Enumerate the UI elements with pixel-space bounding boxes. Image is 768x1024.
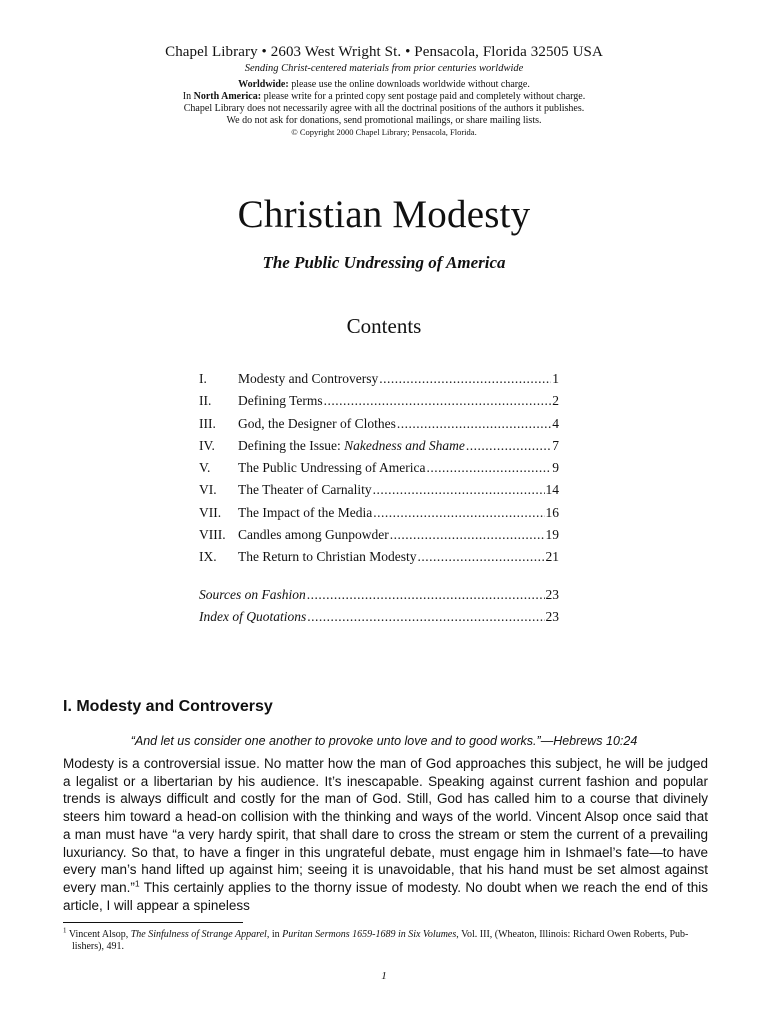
toc-entry-title-text: Modesty and Controversy	[238, 371, 379, 386]
publisher-address: Chapel Library • 2603 West Wright St. • Pensacola, Florida 32505 USA	[165, 44, 603, 60]
body-main-text: Modesty is a controversial issue. No matter how the man of God approaches this subject, he will be judged a legalist or a libertarian by his audience. It’s inescapable. Speaking against current fashion and popular trends is always difficult and costly for the man of God. Still, God has called him to a course that divinely steers him toward a head-on collision with the thinking and ways of the world. Vincent Alsop once said that a man must have “a very hardy spirit, that shall dare to cross the stream or stem the current of a prevailing luxuriancy. So that, to have a finger in this ungrateful debate, must engage him in Ishmael’s fate—to have every man’s hand lifted up against him; seeing it is unavoidable, that his hand must be set almost against every man.”	[63, 756, 708, 895]
toc-entry-title	[238, 546, 416, 568]
toc-leader-dots	[307, 584, 545, 606]
body-paragraph	[63, 755, 708, 914]
contents-heading: Contents	[346, 314, 422, 338]
toc-entry-page: 7	[552, 437, 559, 453]
north-america-text: please write for a printed copy sent postage paid and completely without charge.	[261, 91, 586, 102]
toc-leader-dots	[379, 368, 551, 390]
toc-entry-page: 1	[552, 371, 559, 386]
table-of-contents	[199, 368, 559, 628]
toc-entry-title	[238, 524, 389, 546]
toc-entry-number: VI.	[199, 482, 217, 498]
toc-entry-page: 21	[545, 549, 559, 565]
toc-entry-number: VIII.	[199, 527, 226, 543]
doctrinal-disclaimer: Chapel Library does not necessarily agree with all the doctrinal positions of the authors it publishes.	[183, 103, 585, 114]
north-america-notice	[0, 91, 768, 103]
north-america-prefix: In	[182, 91, 194, 102]
worldwide-label: Worldwide:	[238, 79, 289, 90]
donations-notice: We do not ask for donations, send promotional mailings, or share mailing lists.	[226, 115, 542, 126]
toc-entry-page: 19	[545, 527, 559, 543]
toc-entry-title	[238, 413, 396, 435]
footnote-work-title: The Sinfulness of Strange Apparel	[130, 929, 267, 940]
page-number: 1	[381, 970, 387, 982]
toc-entry[interactable]	[199, 368, 559, 390]
toc-entry[interactable]	[199, 435, 559, 457]
toc-appendix-entry[interactable]	[199, 584, 559, 606]
toc-entry-number: II.	[199, 393, 212, 409]
epigraph-quote: “And let us consider one another to provoke unto love and to good works.”—Hebrews 10:24	[130, 734, 638, 748]
footnote-rest: , Vol. III, (Wheaton, Illinois: Richard Owen Roberts, Pub-	[456, 929, 689, 940]
toc-entry-title-text: The Theater of Carnality	[238, 482, 372, 498]
footnote-divider	[63, 922, 243, 923]
toc-entry-title-text: The Impact of the Media	[238, 504, 373, 520]
copyright-notice: © Copyright 2000 Chapel Library; Pensacola, Florida.	[291, 127, 477, 137]
toc-entry[interactable]	[199, 390, 559, 412]
toc-entry[interactable]	[199, 457, 559, 479]
toc-leader-dots	[417, 546, 544, 568]
toc-entry[interactable]	[199, 524, 559, 546]
toc-entry-title	[238, 457, 425, 479]
toc-appendix-title: Sources on Fashion	[199, 586, 306, 602]
toc-entry-page: 9	[552, 460, 559, 476]
toc-leader-dots	[397, 413, 551, 435]
toc-entry-title	[238, 502, 372, 524]
footnote-reference: 1	[134, 878, 140, 889]
footnote-line-1	[63, 926, 708, 941]
section-heading: I. Modesty and Controversy	[63, 698, 273, 715]
toc-entry-title-text: Defining the Issue:	[238, 437, 345, 453]
worldwide-notice	[0, 79, 768, 91]
document-subtitle: The Public Undressing of America	[262, 253, 506, 272]
footnote-collection-title: Puritan Sermons 1659-1689 in Six Volumes	[282, 929, 457, 940]
footnote-mark: 1	[63, 926, 67, 935]
toc-appendix-title: Index of Quotations	[199, 608, 307, 624]
body-tail-text: This certainly applies to the thorny issue of modesty. No doubt when we reach the end of this article, I will appear a spineless	[63, 879, 708, 913]
toc-entry[interactable]	[199, 479, 559, 501]
toc-entry-page: 16	[545, 504, 559, 520]
toc-entry-number: III.	[199, 415, 216, 431]
toc-appendix-entry[interactable]	[199, 606, 559, 628]
toc-entry-title	[238, 479, 372, 501]
toc-entry-page: 2	[552, 393, 559, 409]
footnote-author: Vincent Alsop,	[66, 929, 131, 940]
toc-leader-dots	[373, 502, 544, 524]
footnote-in: , in	[266, 929, 283, 940]
toc-entry-title-emphasis: Nakedness and Shame	[344, 437, 465, 453]
toc-entry-number: I.	[199, 371, 207, 386]
toc-entry-number: IV.	[199, 437, 215, 453]
toc-leader-dots	[307, 606, 544, 628]
toc-entry[interactable]	[199, 546, 559, 568]
toc-appendix-page: 23	[545, 608, 559, 624]
toc-entry[interactable]	[199, 502, 559, 524]
footnote-line-2: lishers), 491.	[72, 940, 124, 952]
toc-entry-title-text: Defining Terms	[238, 393, 323, 409]
footnote	[63, 926, 708, 952]
toc-spacer	[199, 569, 559, 584]
toc-entry-title-text: God, the Designer of Clothes	[238, 415, 396, 431]
toc-appendix-page: 23	[545, 586, 559, 602]
toc-entry-number: V.	[199, 460, 211, 476]
toc-entry-page: 4	[552, 415, 559, 431]
toc-leader-dots	[373, 479, 545, 501]
worldwide-text: please use the online downloads worldwide without charge.	[288, 79, 530, 90]
toc-entry-page: 14	[545, 482, 559, 498]
toc-entry-number: IX.	[199, 549, 217, 565]
north-america-label: North America:	[193, 91, 262, 102]
toc-entry-number: VII.	[199, 504, 222, 520]
publisher-header	[0, 44, 768, 138]
toc-entry-title	[238, 368, 378, 390]
toc-entry-title	[238, 390, 323, 412]
toc-leader-dots	[390, 524, 545, 546]
document-title: Christian Modesty	[237, 193, 531, 236]
toc-entry[interactable]	[199, 413, 559, 435]
publisher-tagline: Sending Christ-centered materials from prior centuries worldwide	[244, 63, 524, 74]
toc-leader-dots	[324, 390, 552, 412]
toc-entry-title-text: The Return to Christian Modesty	[238, 549, 417, 565]
toc-entry-title-text: The Public Undressing of America	[238, 460, 426, 476]
toc-leader-dots	[426, 457, 551, 479]
toc-entry-title	[238, 435, 465, 457]
toc-entry-title-text: Candles among Gunpowder	[238, 527, 389, 543]
toc-leader-dots	[466, 435, 551, 457]
